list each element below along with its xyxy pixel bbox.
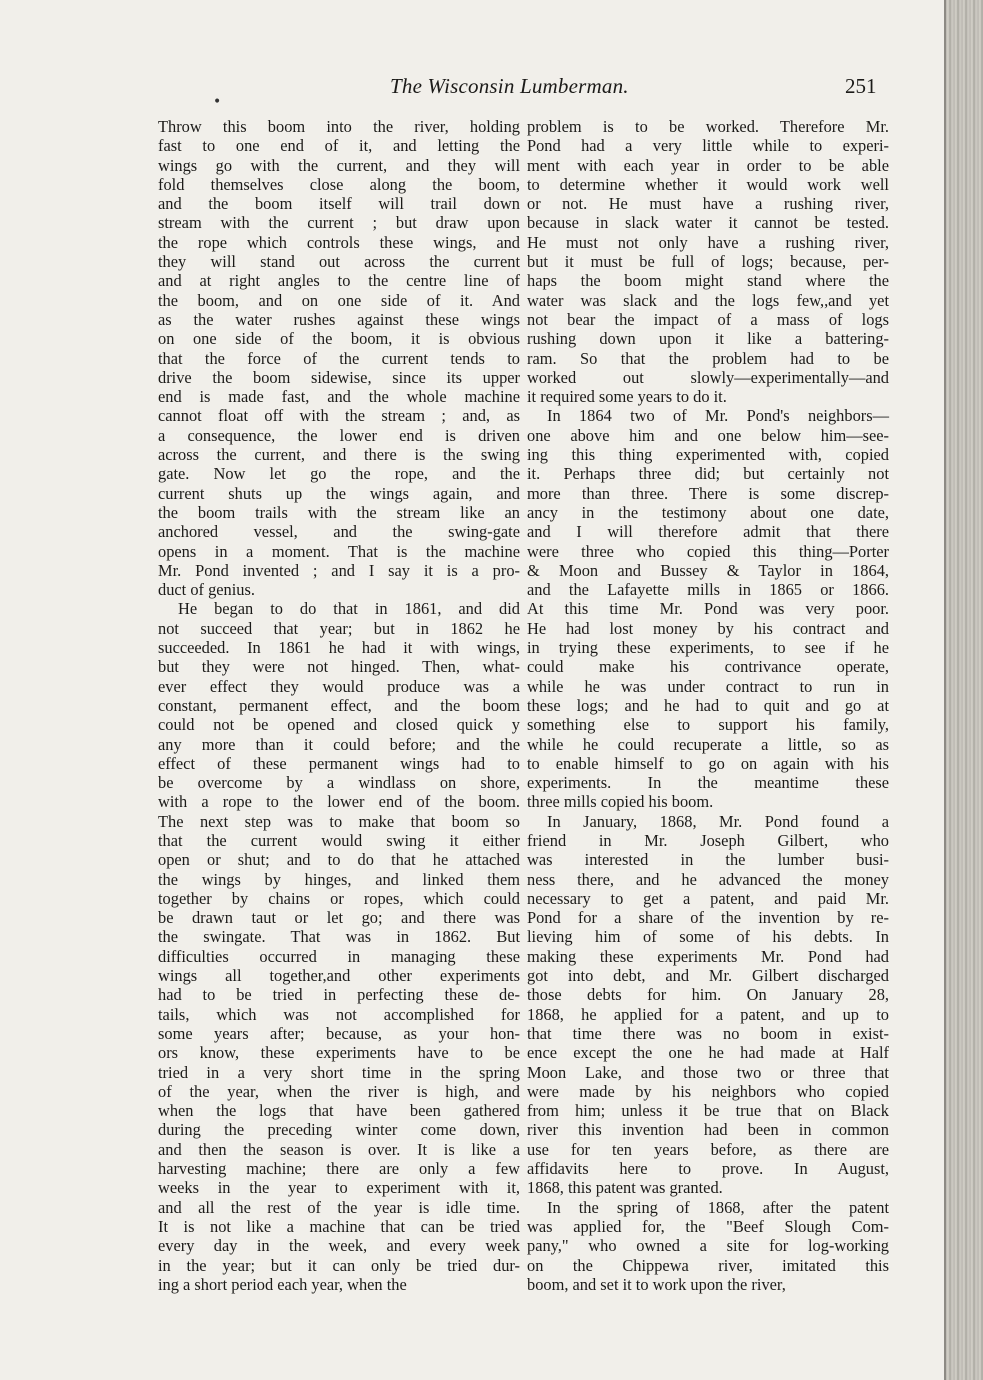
text-line: 1868, this patent was granted. (527, 1178, 723, 1198)
text-line: Mr. Pond invented ; and I say it is a pro- (158, 560, 520, 580)
text-line: constant, permanent effect, and the boom (158, 695, 520, 715)
text-line: gate. Now let go the rope, and the (158, 464, 520, 484)
text-line: The next step was to make that boom so (158, 811, 520, 831)
text-line: drive the boom sidewise, since its upper (158, 367, 520, 387)
text-line: those debts for him. On January 28, (527, 985, 889, 1005)
text-line: current shuts up the wings again, and (158, 483, 520, 503)
text-line: haps the boom might stand where the (527, 271, 889, 291)
text-line: but it must be full of logs; because, per- (527, 252, 889, 272)
text-line: to enable himself to go on again with his (527, 753, 889, 773)
text-line: a consequence, the lower end is driven (158, 425, 520, 445)
text-line: tried in a very short time in the spring (158, 1062, 520, 1082)
text-line: ever effect they would produce was a (158, 676, 520, 696)
text-column-right (527, 117, 889, 1294)
text-line: while he was under contract to run in (527, 676, 889, 696)
text-line: were three who copied this thing—Porter (527, 541, 889, 561)
text-line: across the current, and there is the swing (158, 445, 520, 465)
text-line: open or shut; and to do that he attached (158, 850, 520, 870)
text-line: something else to support his family, (527, 715, 889, 735)
paragraph (158, 117, 520, 599)
text-line: ors know, these experiments have to be (158, 1043, 520, 1063)
text-line: & Moon and Bussey & Taylor in 1864, (527, 560, 889, 580)
text-line: on one side of the boom, it is obvious (158, 329, 520, 349)
text-line: the boom trails with the stream like an (158, 502, 520, 522)
text-line: pany," who owned a site for log-working (527, 1236, 889, 1256)
text-line: from him; unless it be true that on Black (527, 1101, 889, 1121)
text-line: necessary to get a patent, and paid Mr. (527, 888, 889, 908)
text-line: be overcome by a windlass on shore, (158, 773, 520, 793)
text-line: and all the rest of the year is idle time. (158, 1197, 520, 1217)
text-line: of the year, when the river is high, and (158, 1081, 520, 1101)
text-line: they will stand out across the current (158, 252, 520, 272)
text-line: because in slack water it cannot be tested. (527, 213, 889, 233)
text-line: difficulties occurred in managing these (158, 946, 520, 966)
text-line: Throw this boom into the river, holding (158, 117, 520, 136)
text-line: wings all together,and other experiments (158, 966, 520, 986)
text-line: got into debt, and Mr. Gilbert discharged (527, 966, 889, 986)
text-line: to determine whether it would work well (527, 174, 889, 194)
text-line: ing this thing experimented with, copied (527, 445, 889, 465)
text-line: were made by his neighbors who copied (527, 1081, 889, 1101)
page-number: 251 (845, 74, 877, 98)
print-speck: • (213, 94, 222, 110)
text-line: In the spring of 1868, after the patent (547, 1197, 889, 1217)
text-line: while he could recuperate a little, so as (527, 734, 889, 754)
text-line: He began to do that in 1861, and did (178, 599, 520, 619)
text-line: the swingate. That was in 1862. But (158, 927, 520, 947)
text-line: any more than it could before; and the (158, 734, 520, 754)
text-line: In 1864 two of Mr. Pond's neighbors— (547, 406, 889, 426)
text-line: duct of genius. (158, 580, 255, 600)
text-line: It is not like a machine that can be tried (158, 1216, 520, 1236)
text-line: as the water rushes against these wings (158, 309, 520, 329)
text-line: one above him and one below him—see- (527, 425, 889, 445)
text-line: on the Chippewa river, imitated this (527, 1255, 889, 1275)
text-line: problem is to be worked. Therefore Mr. (527, 117, 889, 136)
text-line: it. Perhaps three did; but certainly not (527, 464, 889, 484)
text-line: harvesting machine; there are only a few (158, 1159, 520, 1179)
text-line: fold themselves close along the boom, (158, 174, 520, 194)
text-line: lieving him of some of his debts. In (527, 927, 889, 947)
text-line: making these experiments Mr. Pond had (527, 946, 889, 966)
text-line: was applied for, the "Beef Slough Com- (527, 1216, 889, 1236)
text-line: He must not only have a rushing river, (527, 232, 889, 252)
running-title: The Wisconsin Lumberman. (390, 74, 629, 98)
text-line: opens in a moment. That is the machine (158, 541, 520, 561)
text-line: in trying these experiments, to see if he (527, 638, 889, 658)
text-line: effect of these permanent wings had to (158, 753, 520, 773)
text-line: together by chains or ropes, which could (158, 888, 520, 908)
text-line: not bear the impact of a mass of logs (527, 309, 889, 329)
running-header (0, 72, 900, 102)
paragraph (527, 812, 889, 1198)
text-line: it required some years to do it. (527, 387, 727, 407)
text-line: ence except the one he had made at Half (527, 1043, 889, 1063)
text-line: the rope which controls these wings, and (158, 232, 520, 252)
text-line: these logs; and he had to quit and go at (527, 695, 889, 715)
text-line: three mills copied his boom. (527, 792, 714, 812)
text-line: anchored vessel, and the swing-gate (158, 522, 520, 542)
text-line: weeks in the year to experiment with it, (158, 1178, 520, 1198)
text-line: was interested in the lumber busi- (527, 850, 889, 870)
text-line: Moon Lake, and those two or three that (527, 1062, 889, 1082)
text-line: and the boom itself will trail down (158, 194, 520, 214)
text-line: but they were not hinged. Then, what- (158, 657, 520, 677)
text-line: ment with each year in order to be able (527, 155, 889, 175)
text-line: ing a short period each year, when the (158, 1274, 407, 1294)
paragraph (527, 1198, 889, 1294)
text-line: use for ten years before, as there are (527, 1139, 889, 1159)
paragraph (527, 406, 889, 811)
text-line: more than three. There is some discrep- (527, 483, 889, 503)
text-line: water was slack and the logs few,,and yet (527, 290, 889, 310)
text-line: succeeded. In 1861 he had it with wings, (158, 638, 520, 658)
text-line: tails, which was not accomplished for (158, 1004, 520, 1024)
text-line: stream with the current ; but draw upon (158, 213, 520, 233)
text-line: that the current would swing it either (158, 830, 520, 850)
text-line: the boom, and on one side of it. And (158, 290, 520, 310)
text-line: worked out slowly—experimentally—and (527, 367, 889, 387)
text-line: every day in the week, and every week (158, 1236, 520, 1256)
text-line: fast to one end of it, and letting the (158, 136, 520, 156)
text-line: 1868, he applied for a patent, and up to (527, 1004, 889, 1024)
text-line: ancy in the testimony about one date, (527, 502, 889, 522)
text-line: In January, 1868, Mr. Pond found a (547, 811, 889, 831)
paragraph (527, 117, 889, 406)
text-line: when the logs that have been gathered (158, 1101, 520, 1121)
text-column-left (158, 117, 520, 1294)
text-line: affidavits here to prove. In August, (527, 1159, 889, 1179)
text-line: and I will therefore admit that there (527, 522, 889, 542)
text-line: be drawn taut or let go; and there was (158, 908, 520, 928)
text-line: wings go with the current, and they will (158, 155, 520, 175)
page-edge (944, 0, 983, 1380)
text-line: and the Lafayette mills in 1865 or 1866. (527, 580, 889, 600)
paragraph (158, 599, 520, 1294)
text-line: experiments. In the meantime these (527, 773, 889, 793)
text-line: not succeed that year; but in 1862 he (158, 618, 520, 638)
text-line: or not. He must have a rushing river, (527, 194, 889, 214)
text-line: Pond for a share of the invention by re- (527, 908, 889, 928)
text-line: and at right angles to the centre line of (158, 271, 520, 291)
text-line: during the preceding winter come down, (158, 1120, 520, 1140)
text-line: river this invention had been in common (527, 1120, 889, 1140)
text-line: could make his contrivance operate, (527, 657, 889, 677)
text-line: and then the season is over. It is like a (158, 1139, 520, 1159)
text-line: the wings by hinges, and linked them (158, 869, 520, 889)
text-line: rushing down upon it like a battering- (527, 329, 889, 349)
text-line: some years after; because, as your hon- (158, 1023, 520, 1043)
text-line: with a rope to the lower end of the boom. (158, 792, 520, 812)
text-line: cannot float off with the stream ; and, as (158, 406, 520, 426)
text-line: He had lost money by his contract and (527, 618, 889, 638)
text-line: friend in Mr. Joseph Gilbert, who (527, 830, 889, 850)
text-line: At this time Mr. Pond was very poor. (527, 599, 889, 619)
text-line: could not be opened and closed quick y (158, 715, 520, 735)
text-line: had to be tried in perfecting these de- (158, 985, 520, 1005)
text-line: ram. So that the problem had to be (527, 348, 889, 368)
text-line: that time there was no boom in exist- (527, 1023, 889, 1043)
text-line: that the force of the current tends to (158, 348, 520, 368)
text-line: boom, and set it to work upon the river, (527, 1274, 786, 1294)
text-line: in the year; but it can only be tried dur- (158, 1255, 520, 1275)
text-line: Pond had a very little while to experi- (527, 136, 889, 156)
text-line: ness there, and he advanced the money (527, 869, 889, 889)
text-line: end is made fast, and the whole machine (158, 387, 520, 407)
